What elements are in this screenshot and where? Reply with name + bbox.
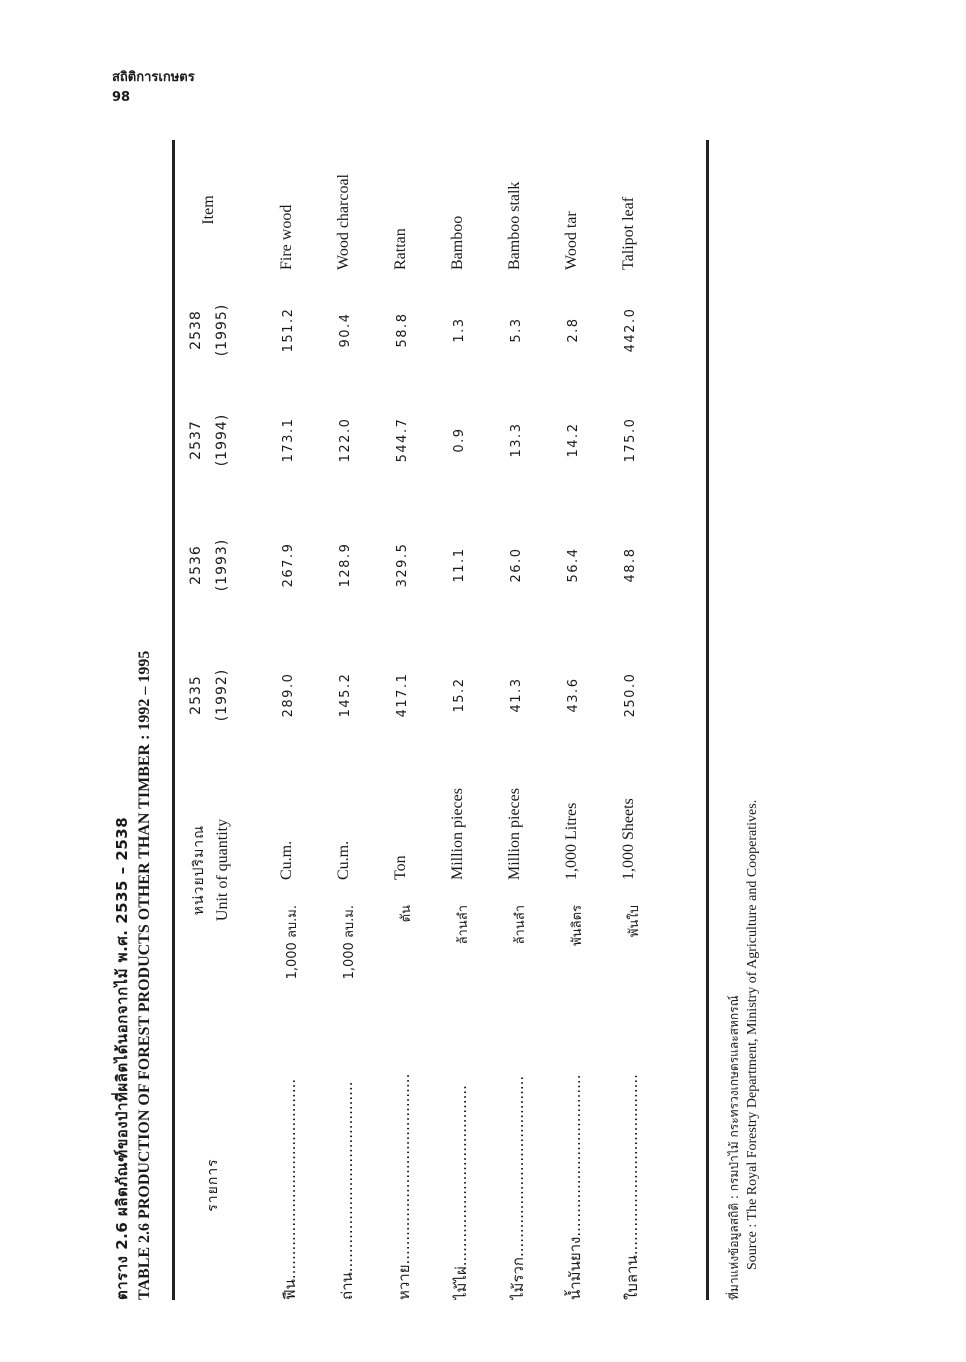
- row-value-1992: 250.0: [623, 672, 638, 718]
- header-year-be-1: 2535: [188, 675, 204, 715]
- row-unit-thai: 1,000 ลบ.ม.: [285, 905, 300, 980]
- row-value-1994: 0.9: [452, 427, 467, 453]
- row-item-english: Wood charcoal: [335, 174, 352, 270]
- source-thai: ที่มาแห่งข้อมูลสถิติ : กรมป่าไม้ กระทรวงเกษตรและสหกรณ์: [727, 995, 741, 1300]
- row-value-1994: 14.2: [566, 422, 581, 458]
- row-value-1993: 48.8: [623, 547, 638, 583]
- row-unit-thai: พันใบ: [627, 905, 642, 938]
- row-item-english: Talipot leaf: [620, 196, 637, 270]
- table-title-english: TABLE 2.6 PRODUCTION OF FOREST PRODUCTS OTHER THAN TIMBER : 1992 – 1995: [136, 650, 153, 1300]
- row-unit-thai: ล้านลำ: [456, 905, 471, 945]
- row-item-thai: ไม้รวก......................................: [509, 1075, 527, 1300]
- row-unit-english: 1,000 Sheets: [620, 798, 637, 880]
- header-unit-thai: หน่วยปริมาณ: [191, 824, 207, 916]
- row-item-thai: ไม้ไผ่......................................: [452, 1085, 470, 1300]
- running-head-title: สถิติการเกษตร: [112, 70, 195, 85]
- row-value-1992: 15.2: [452, 677, 467, 713]
- row-item-thai: น้ำมันยาง..................................: [566, 1074, 584, 1300]
- row-item-english: Fire wood: [278, 204, 295, 270]
- row-value-1994: 173.1: [281, 417, 296, 463]
- row-unit-english: 1,000 Litres: [563, 802, 580, 880]
- row-value-1992: 417.1: [395, 672, 410, 718]
- header-year-be-4: 2538: [188, 310, 204, 350]
- row-value-1992: 43.6: [566, 677, 581, 713]
- row-unit-english: Million pieces: [449, 788, 466, 880]
- row-value-1995: 2.8: [566, 317, 581, 343]
- row-item-thai: ถ่าน........................................: [338, 1081, 356, 1300]
- row-item-thai: ใบลาน......................................: [623, 1074, 641, 1300]
- row-value-1993: 128.9: [338, 542, 353, 588]
- row-value-1995: 5.3: [509, 317, 524, 343]
- row-value-1994: 122.0: [338, 417, 353, 463]
- header-year-ce-2: (1993): [214, 538, 230, 592]
- row-value-1993: 267.9: [281, 542, 296, 588]
- row-value-1995: 58.8: [395, 312, 410, 348]
- header-unit-english: Unit of quantity: [214, 818, 231, 922]
- row-unit-english: Million pieces: [506, 788, 523, 880]
- row-value-1994: 544.7: [395, 417, 410, 463]
- row-value-1993: 26.0: [509, 547, 524, 583]
- row-item-english: Wood tar: [563, 211, 580, 270]
- row-value-1993: 329.5: [395, 542, 410, 588]
- header-year-be-2: 2536: [188, 545, 204, 585]
- row-unit-thai: ตัน: [399, 905, 414, 923]
- row-item-thai: หวาย........................................: [395, 1073, 413, 1300]
- row-value-1993: 11.1: [452, 547, 467, 583]
- header-year-be-3: 2537: [188, 420, 204, 460]
- row-value-1992: 289.0: [281, 672, 296, 718]
- header-year-ce-4: (1995): [214, 303, 230, 357]
- row-unit-english: Cu.m.: [335, 840, 352, 880]
- row-value-1995: 442.0: [623, 307, 638, 353]
- row-unit-thai: พันลิตร: [570, 905, 585, 946]
- running-head: [112, 68, 195, 108]
- row-item-english: Bamboo: [449, 215, 466, 270]
- row-value-1993: 56.4: [566, 547, 581, 583]
- bottom-rule: [706, 140, 709, 1300]
- row-value-1995: 151.2: [281, 307, 296, 353]
- row-unit-thai: 1,000 ลบ.ม.: [342, 905, 357, 980]
- page-number: 98: [112, 90, 131, 105]
- header-item-english: Item: [200, 195, 217, 225]
- row-item-english: Rattan: [392, 228, 409, 270]
- row-item-english: Bamboo stalk: [506, 181, 523, 270]
- header-year-ce-1: (1992): [214, 668, 230, 722]
- row-unit-english: Ton: [392, 855, 409, 880]
- row-value-1995: 90.4: [338, 312, 353, 348]
- row-value-1992: 41.3: [509, 677, 524, 713]
- header-item-thai: รายการ: [205, 1158, 221, 1212]
- header-year-ce-3: (1994): [214, 413, 230, 467]
- row-value-1994: 13.3: [509, 422, 524, 458]
- top-rule: [172, 140, 175, 1300]
- row-value-1992: 145.2: [338, 672, 353, 718]
- rotated-table: [110, 130, 790, 1300]
- source-english: Source : The Royal Forestry Department, Ministry of Agriculture and Cooperatives.: [745, 799, 760, 1270]
- row-unit-english: Cu.m.: [278, 840, 295, 880]
- row-value-1995: 1.3: [452, 317, 467, 343]
- row-unit-thai: ล้านลำ: [513, 905, 528, 945]
- row-value-1994: 175.0: [623, 417, 638, 463]
- table-title-thai: ตาราง 2.6 ผลิตภัณฑ์ของป่าที่ผลิตได้นอกจากไม้ พ.ศ. 2535 – 2538: [113, 816, 131, 1300]
- row-item-thai: ฟืน..........................................: [281, 1078, 299, 1300]
